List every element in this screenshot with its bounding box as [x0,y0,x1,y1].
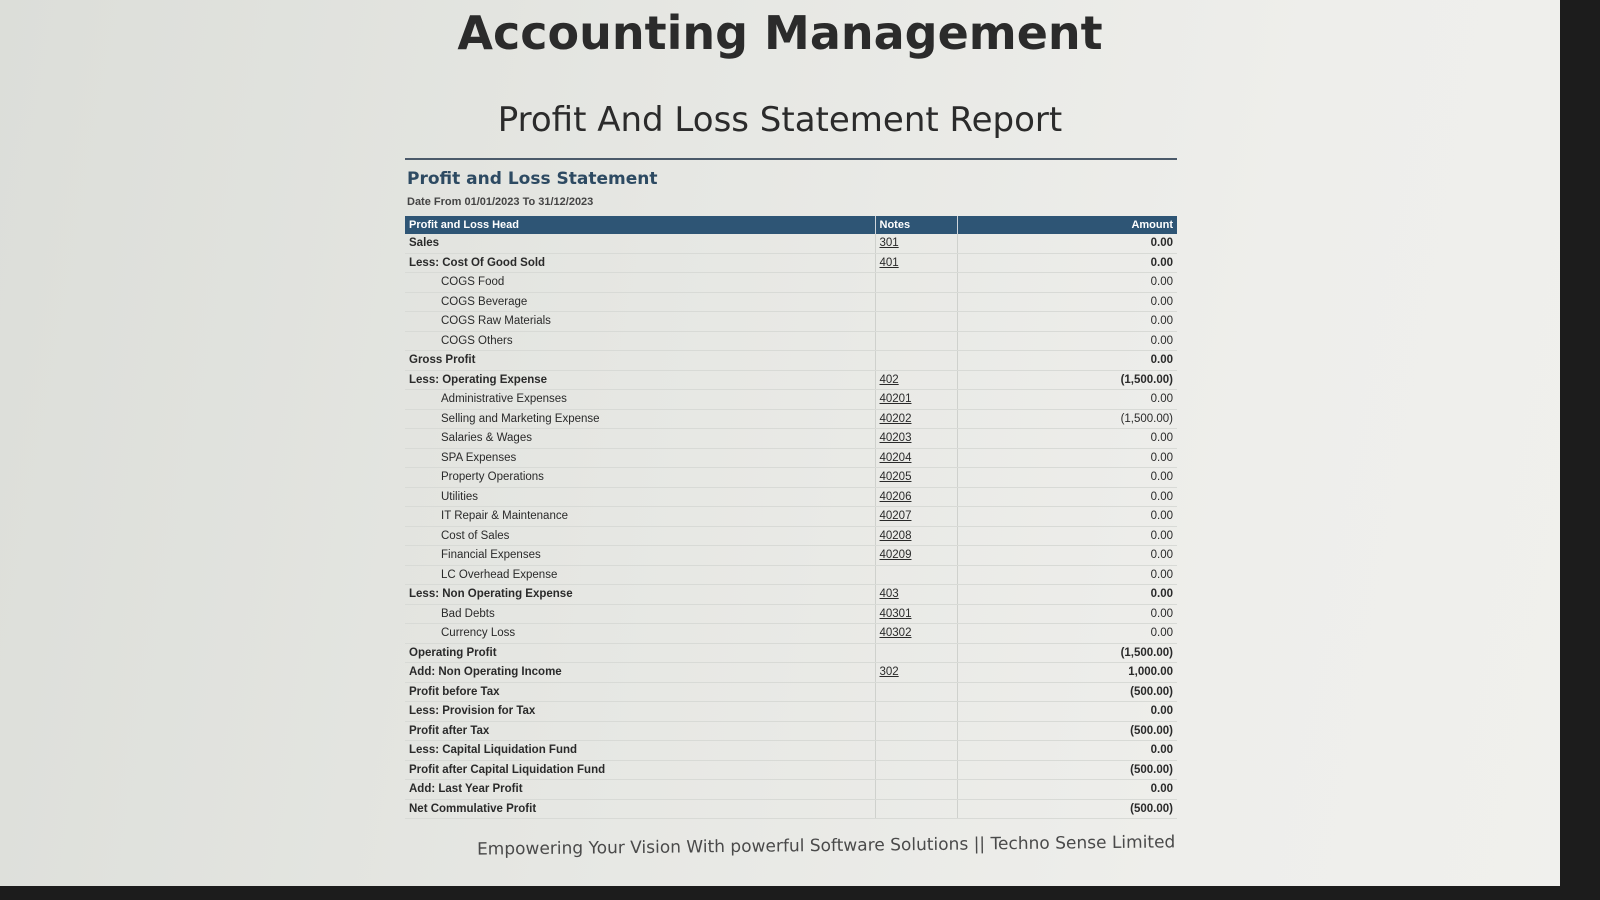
table-row [405,331,1177,351]
note-link[interactable]: 40206 [879,490,912,503]
row-amount: (500.00) [957,760,1177,780]
table-row [405,585,1177,605]
row-head: Utilities [405,487,875,507]
table-row [405,351,1177,371]
row-head: LC Overhead Expense [405,565,875,585]
note-link[interactable]: 301 [879,237,899,250]
row-amount: 1,000.00 [957,663,1177,683]
row-amount: 0.00 [957,741,1177,761]
table-row [405,468,1177,488]
row-note-cell [875,468,957,488]
row-head: Administrative Expenses [405,390,875,410]
row-head: IT Repair & Maintenance [405,507,875,527]
table-row [405,799,1177,819]
row-head: Less: Provision for Tax [405,702,875,722]
row-head: Operating Profit [405,643,875,663]
row-head: Add: Last Year Profit [405,780,875,800]
row-note-cell [875,448,957,468]
row-amount: 0.00 [957,273,1177,293]
table-row [405,780,1177,800]
row-note-cell [875,409,957,429]
row-head: Bad Debts [405,604,875,624]
row-note-cell [875,624,957,644]
note-link[interactable]: 40302 [879,627,912,640]
row-note-cell [875,312,957,332]
row-note-cell [875,760,957,780]
row-amount: 0.00 [957,234,1177,253]
row-amount: (500.00) [957,682,1177,702]
row-head: Financial Expenses [405,546,875,566]
table-row [405,448,1177,468]
row-note-cell [875,331,957,351]
table-row [405,682,1177,702]
column-header-head: Profit and Loss Head [405,216,875,234]
page-title: Profit And Loss Statement Report [497,100,1063,140]
row-note-cell [875,604,957,624]
row-head: COGS Beverage [405,292,875,312]
row-amount: 0.00 [957,468,1177,488]
row-head: Less: Capital Liquidation Fund [405,741,875,761]
note-link[interactable]: 40202 [879,412,912,425]
row-amount: 0.00 [957,253,1177,273]
row-note-cell [875,273,957,293]
row-note-cell [875,741,957,761]
row-head: Less: Operating Expense [405,370,875,390]
profit-loss-table [405,216,1177,819]
report-panel [405,158,1177,819]
row-head: Gross Profit [405,351,875,371]
row-note-cell [875,526,957,546]
row-note-cell [875,253,957,273]
table-row [405,546,1177,566]
row-note-cell [875,546,957,566]
note-link[interactable]: 402 [879,373,899,386]
row-amount: 0.00 [957,429,1177,449]
table-row [405,487,1177,507]
app-title: Accounting Management [457,6,1103,60]
row-amount: (1,500.00) [957,409,1177,429]
row-head: Net Commulative Profit [405,799,875,819]
row-amount: 0.00 [957,526,1177,546]
row-note-cell [875,565,957,585]
row-amount: 0.00 [957,604,1177,624]
table-row [405,721,1177,741]
row-amount: 0.00 [957,585,1177,605]
row-amount: (500.00) [957,799,1177,819]
row-note-cell [875,292,957,312]
table-row [405,370,1177,390]
row-amount: 0.00 [957,780,1177,800]
row-amount: 0.00 [957,702,1177,722]
header-divider [405,158,1177,160]
row-note-cell [875,663,957,683]
row-head: Profit after Tax [405,721,875,741]
row-amount: 0.00 [957,312,1177,332]
row-note-cell [875,780,957,800]
note-link[interactable]: 401 [879,256,899,269]
column-header-notes: Notes [875,216,957,234]
note-link[interactable]: 40201 [879,393,912,406]
row-note-cell [875,234,957,253]
row-amount: 0.00 [957,448,1177,468]
row-head: COGS Raw Materials [405,312,875,332]
table-row [405,234,1177,253]
note-link[interactable]: 403 [879,588,899,601]
row-head: Salaries & Wages [405,429,875,449]
row-amount: 0.00 [957,624,1177,644]
table-row [405,643,1177,663]
row-head: Selling and Marketing Expense [405,409,875,429]
row-note-cell [875,721,957,741]
row-amount: 0.00 [957,546,1177,566]
row-head: Sales [405,234,875,253]
row-note-cell [875,390,957,410]
note-link[interactable]: 40208 [879,529,912,542]
row-amount: 0.00 [957,331,1177,351]
table-row [405,507,1177,527]
table-row [405,663,1177,683]
row-note-cell [875,702,957,722]
monitor-bezel-right [1560,0,1600,900]
table-row [405,624,1177,644]
row-note-cell [875,487,957,507]
row-amount: 0.00 [957,390,1177,410]
footer-tagline: Empowering Your Vision With powerful Software Solutions || Techno Sense Limited [476,832,1176,860]
row-head: Add: Non Operating Income [405,663,875,683]
row-head: Property Operations [405,468,875,488]
row-head: Profit before Tax [405,682,875,702]
row-amount: 0.00 [957,292,1177,312]
table-row [405,253,1177,273]
row-head: Currency Loss [405,624,875,644]
table-body [405,234,1177,819]
row-note-cell [875,429,957,449]
table-row [405,312,1177,332]
table-row [405,604,1177,624]
table-row [405,702,1177,722]
report-heading: Profit and Loss Statement [407,169,658,189]
column-header-amount: Amount [957,216,1177,234]
note-link[interactable]: 302 [879,666,899,679]
table-row [405,273,1177,293]
row-head: Cost of Sales [405,526,875,546]
report-date-range: Date From 01/01/2023 To 31/12/2023 [407,196,594,208]
row-note-cell [875,682,957,702]
table-row [405,565,1177,585]
row-amount: (500.00) [957,721,1177,741]
note-link[interactable]: 40301 [879,607,912,620]
table-row [405,429,1177,449]
table-row [405,526,1177,546]
row-note-cell [875,370,957,390]
row-amount: 0.00 [957,487,1177,507]
row-head: Less: Cost Of Good Sold [405,253,875,273]
note-link[interactable]: 40205 [879,471,912,484]
note-link[interactable]: 40209 [879,549,912,562]
row-note-cell [875,585,957,605]
row-amount: (1,500.00) [957,370,1177,390]
note-link[interactable]: 40204 [879,451,912,464]
row-amount: 0.00 [957,351,1177,371]
row-amount: (1,500.00) [957,643,1177,663]
table-row [405,760,1177,780]
row-head: Less: Non Operating Expense [405,585,875,605]
row-head: COGS Others [405,331,875,351]
table-row [405,390,1177,410]
row-note-cell [875,799,957,819]
row-head: SPA Expenses [405,448,875,468]
table-row [405,409,1177,429]
row-note-cell [875,643,957,663]
row-head: Profit after Capital Liquidation Fund [405,760,875,780]
monitor-bezel-bottom [0,886,1600,900]
row-head: COGS Food [405,273,875,293]
note-link[interactable]: 40207 [879,510,912,523]
note-link[interactable]: 40203 [879,432,912,445]
row-note-cell [875,351,957,371]
table-row [405,741,1177,761]
row-note-cell [875,507,957,527]
row-amount: 0.00 [957,565,1177,585]
table-header-row [405,216,1177,234]
row-amount: 0.00 [957,507,1177,527]
table-row [405,292,1177,312]
